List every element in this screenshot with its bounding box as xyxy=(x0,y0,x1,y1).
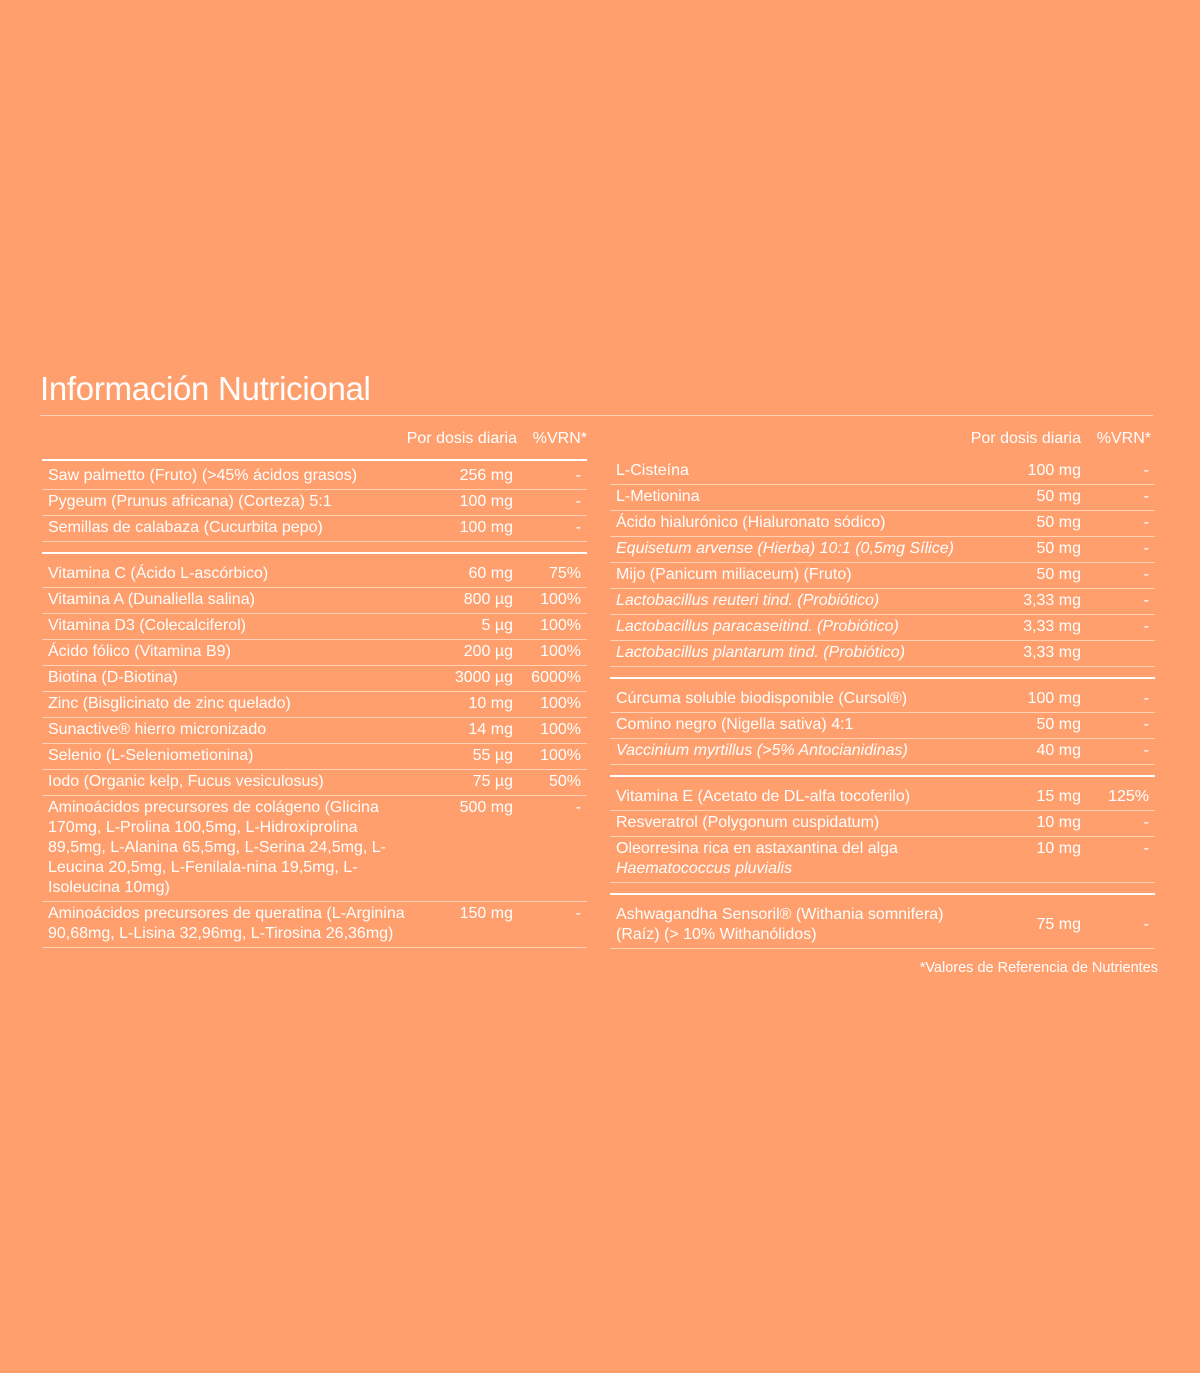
right-nutrition-table xyxy=(610,418,1155,949)
nutrient-row xyxy=(42,640,587,666)
nutrient-vrn: - xyxy=(1143,488,1149,505)
nutrient-amount: 50 mg xyxy=(1036,540,1081,557)
nutrient-vrn: 100% xyxy=(540,617,581,634)
nutrient-row xyxy=(42,902,587,948)
nutrient-row xyxy=(42,464,587,490)
nutrient-amount: 256 mg xyxy=(459,467,513,484)
nutrient-amount: 100 mg xyxy=(1027,690,1081,707)
per-dose-header: Por dosis diaria xyxy=(970,429,1081,447)
page-title: Información Nutricional xyxy=(40,370,371,407)
nutrient-amount: 75 µg xyxy=(472,773,513,790)
nutrient-amount: 10 mg xyxy=(1036,840,1081,857)
nutrient-name: Iodo (Organic kelp, Fucus vesiculosus) xyxy=(48,773,324,790)
nutrient-row xyxy=(42,744,587,770)
nutrient-name: Lactobacillus paracaseitind. (Probiótico) xyxy=(616,618,899,635)
nutrient-vrn: - xyxy=(575,799,581,816)
vrn-header: %VRN* xyxy=(1096,429,1151,447)
nutrient-name: Vaccinium myrtillus (>5% Antocianidinas) xyxy=(616,742,908,759)
nutrient-name: Vitamina D3 (Colecalciferol) xyxy=(48,617,246,634)
nutrient-name: Comino negro (Nigella sativa) 4:1 xyxy=(616,716,854,733)
nutrient-name: Pygeum (Prunus africana) (Corteza) 5:1 xyxy=(48,493,332,510)
nutrient-row xyxy=(610,739,1155,765)
nutrient-row xyxy=(42,770,587,796)
nutrient-vrn: - xyxy=(1143,618,1149,635)
left-table-header xyxy=(42,418,587,459)
nutrient-vrn: - xyxy=(1143,514,1149,531)
nutrient-row xyxy=(610,687,1155,713)
nutrient-row xyxy=(42,562,587,588)
nutrient-amount: 500 mg xyxy=(459,799,513,816)
nutrient-name-italic: Haematococcus pluvialis xyxy=(616,860,793,877)
nutrient-amount: 50 mg xyxy=(1036,716,1081,733)
nutrient-amount: 15 mg xyxy=(1036,788,1081,805)
nutrient-name: Selenio (L-Seleniometionina) xyxy=(48,747,254,764)
nutrient-name: Ashwagandha Sensoril® (Withania somnifera) (Raíz) (> 10% Withanólidos) xyxy=(616,906,944,943)
nutrient-row xyxy=(610,641,1155,667)
nutrient-row xyxy=(610,485,1155,511)
nutrient-amount: 55 µg xyxy=(472,747,513,764)
nutrient-name: Aminoácidos precursores de queratina (L-Arginina 90,68mg, L-Lisina 32,96mg, L-Tirosina 26,36mg) xyxy=(48,905,405,942)
nutrient-vrn: 100% xyxy=(540,747,581,764)
nutrient-amount: 800 µg xyxy=(463,591,513,608)
nutrient-row xyxy=(42,516,587,542)
nutrient-vrn: - xyxy=(575,467,581,484)
nutrient-amount: 50 mg xyxy=(1036,488,1081,505)
nutrient-vrn: 75% xyxy=(548,565,581,582)
nutrient-vrn: 6000% xyxy=(531,669,581,686)
nutrient-vrn: - xyxy=(1143,592,1149,609)
nutrient-row xyxy=(610,511,1155,537)
nutrient-amount: 3,33 mg xyxy=(1023,644,1081,661)
nutrient-group xyxy=(610,677,1155,765)
nutrient-row xyxy=(42,490,587,516)
nutrient-vrn: 100% xyxy=(540,695,581,712)
nutrient-row xyxy=(610,615,1155,641)
nutrient-row xyxy=(42,588,587,614)
nutrient-name: Ácido fólico (Vitamina B9) xyxy=(48,643,231,660)
nutrient-group xyxy=(42,552,587,948)
nutrient-amount: 3,33 mg xyxy=(1023,592,1081,609)
nutrient-row xyxy=(42,692,587,718)
nutrient-amount: 14 mg xyxy=(468,721,513,738)
title-divider xyxy=(40,415,1153,416)
nutrient-amount: 50 mg xyxy=(1036,566,1081,583)
nutrient-amount: 100 mg xyxy=(459,493,513,510)
per-dose-header: Por dosis diaria xyxy=(406,429,517,447)
nutrient-vrn: - xyxy=(575,493,581,510)
nutrient-name: Equisetum arvense (Hierba) 10:1 (0,5mg Sílice) xyxy=(616,540,954,557)
nutrient-vrn: - xyxy=(1143,566,1149,583)
nutrient-amount: 3000 µg xyxy=(454,669,513,686)
nutrient-amount: 3,33 mg xyxy=(1023,618,1081,635)
left-nutrition-table xyxy=(42,418,587,948)
nutrient-name: Zinc (Bisglicinato de zinc quelado) xyxy=(48,695,291,712)
nutrient-name: Lactobacillus plantarum tind. (Probiótico) xyxy=(616,644,906,661)
nutrient-row xyxy=(610,563,1155,589)
nutrient-name: Biotina (D-Biotina) xyxy=(48,669,178,686)
nutrient-amount: 5 µg xyxy=(481,617,513,634)
nutrient-name: Oleorresina rica en astaxantina del alga xyxy=(616,840,898,857)
nutrient-amount: 60 mg xyxy=(468,565,513,582)
nutrient-vrn: - xyxy=(1143,540,1149,557)
nutrient-amount: 10 mg xyxy=(468,695,513,712)
nutrient-row xyxy=(42,666,587,692)
nutrient-name: Saw palmetto (Fruto) (>45% ácidos grasos) xyxy=(48,467,358,484)
nutrient-row xyxy=(610,537,1155,563)
nutrient-vrn: - xyxy=(1143,690,1149,707)
nutrient-name: Vitamina C (Ácido L-ascórbico) xyxy=(48,565,269,582)
nutrient-vrn: - xyxy=(1143,716,1149,733)
nutrient-row xyxy=(610,837,1155,883)
nutrient-name: Aminoácidos precursores de colágeno (Glicina 170mg, L-Prolina 100,5mg, L-Hidroxiprolina 89,5mg, L-Alanina 65,5mg, L-Serina 24,5mg, L-Leucina 20,5mg, L-Fenilala-nina 19,5mg, L-Isoleucina 10mg) xyxy=(48,799,386,896)
nutrient-vrn: - xyxy=(1143,814,1149,831)
nutrient-name: Ácido hialurónico (Hialuronato sódico) xyxy=(616,514,886,531)
nutrient-row xyxy=(610,713,1155,739)
nutrient-vrn: 50% xyxy=(548,773,581,790)
nutrient-name: L-Metionina xyxy=(616,488,700,505)
nutrient-row xyxy=(610,811,1155,837)
nutrient-row xyxy=(610,459,1155,485)
nutrient-amount: 10 mg xyxy=(1036,814,1081,831)
nutrient-group xyxy=(610,893,1155,949)
nutrient-name: Vitamina E (Acetato de DL-alfa tocoferilo) xyxy=(616,788,911,805)
nutrient-row xyxy=(610,903,1155,949)
nutrient-row xyxy=(42,796,587,902)
nutrient-vrn: - xyxy=(1143,462,1149,479)
nutrient-group xyxy=(42,459,587,542)
nutrient-vrn: 125% xyxy=(1108,788,1149,805)
nutrient-vrn: - xyxy=(1143,742,1149,759)
nutrient-amount: 200 µg xyxy=(463,643,513,660)
nutrient-name: Cúrcuma soluble biodisponible (Cursol®) xyxy=(616,690,908,707)
nutrient-group xyxy=(610,775,1155,883)
vrn-header: %VRN* xyxy=(532,429,587,447)
nutrient-row xyxy=(610,589,1155,615)
nutrient-name: Semillas de calabaza (Cucurbita pepo) xyxy=(48,519,323,536)
nutrient-vrn: - xyxy=(575,905,581,922)
nutrient-amount: 75 mg xyxy=(1036,916,1081,933)
nutrient-name: Resveratrol (Polygonum cuspidatum) xyxy=(616,814,880,831)
nutrient-amount: 150 mg xyxy=(459,905,513,922)
nutrient-group xyxy=(610,459,1155,667)
right-table-header xyxy=(610,418,1155,459)
nutrient-vrn: - xyxy=(1143,840,1149,857)
nutrient-row xyxy=(42,614,587,640)
nutrient-name: Lactobacillus reuteri tind. (Probiótico) xyxy=(616,592,880,609)
footnote: *Valores de Referencia de Nutrientes xyxy=(919,960,1158,976)
nutrient-amount: 100 mg xyxy=(1027,462,1081,479)
nutrient-name: L-Cisteína xyxy=(616,462,689,479)
nutrient-name: Sunactive® hierro micronizado xyxy=(48,721,267,738)
nutrient-vrn: - xyxy=(575,519,581,536)
nutrient-amount: 100 mg xyxy=(459,519,513,536)
nutrient-vrn: - xyxy=(1143,916,1149,933)
nutrient-name: Vitamina A (Dunaliella salina) xyxy=(48,591,255,608)
nutrient-row xyxy=(610,785,1155,811)
nutrient-vrn: 100% xyxy=(540,643,581,660)
nutrient-name: Mijo (Panicum miliaceum) (Fruto) xyxy=(616,566,852,583)
nutrient-row xyxy=(42,718,587,744)
nutrient-vrn: 100% xyxy=(540,591,581,608)
nutrient-vrn: 100% xyxy=(540,721,581,738)
nutrient-amount: 50 mg xyxy=(1036,514,1081,531)
nutrient-amount: 40 mg xyxy=(1036,742,1081,759)
